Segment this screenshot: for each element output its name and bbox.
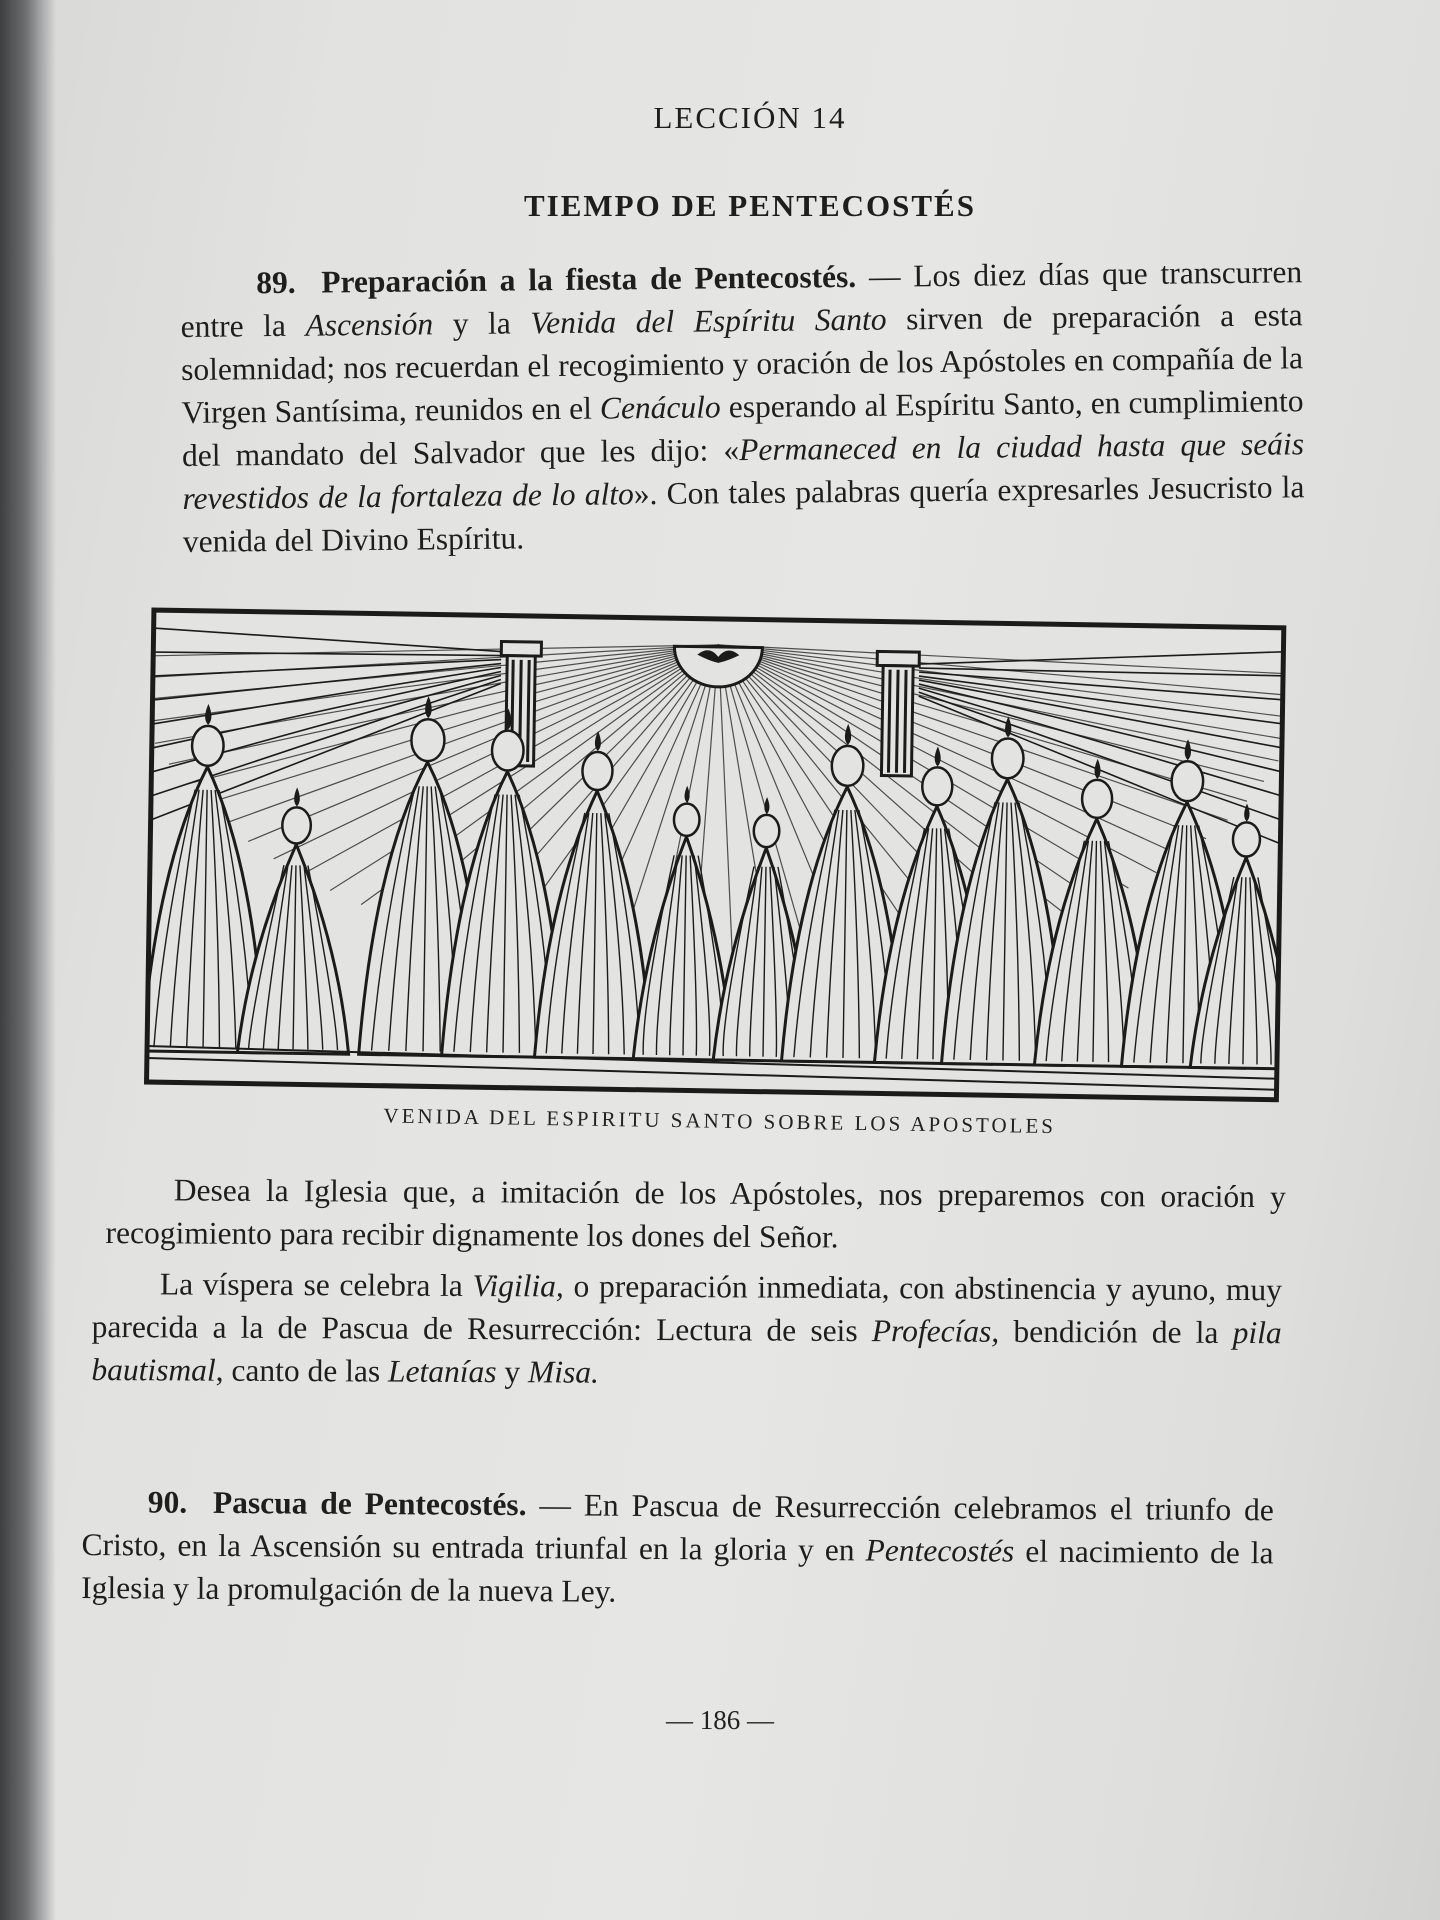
paragraph-89-text-5: ». Con tales palabras quería expresarles Jesucristo la venida del Divino Espíritu. bbox=[182, 469, 1305, 559]
paragraph-89-heading: Preparación a la fiesta de Pentecostés. bbox=[321, 258, 857, 300]
paragraph-vispera-text-1: La víspera se celebra la bbox=[159, 1266, 473, 1303]
paragraph-vispera-italic-4: Letanías bbox=[387, 1353, 497, 1390]
paragraph-89-text-1: — Los diez días que transcurren entre la bbox=[180, 254, 1303, 344]
paragraph-89-text-3: sirven de preparación a esta solemnidad; nos recuerdan el recogimiento y oración de los Apóstoles en compañía de la Virgen Santísima, reunidos en el bbox=[180, 297, 1304, 430]
figure-caption: VENIDA DEL ESPIRITU SANTO SOBRE LOS APOSTOLES bbox=[383, 1103, 1057, 1139]
paragraph-89 bbox=[180, 250, 1305, 563]
paragraph-89-number: 89. bbox=[256, 264, 296, 301]
page-number: — 186 — bbox=[666, 1705, 774, 1735]
paragraph-90 bbox=[81, 1480, 1274, 1617]
binding-shadow bbox=[0, 0, 56, 1920]
paragraph-89-text-4: esperando al Espíritu Santo, en cumplimiento del mandato del Salvador que les dijo: « bbox=[181, 383, 1304, 473]
paragraph-90-italic-1: Pentecostés bbox=[865, 1532, 1015, 1569]
paragraph-desea: Desea la Iglesia que, a imitación de los Apóstoles, nos preparemos con oración y recogimiento para recibir dignamente los dones del Señor. bbox=[105, 1172, 1286, 1255]
paragraph-vispera bbox=[91, 1262, 1282, 1397]
paragraph-89-italic-4: Permaneced en la ciudad hasta que seáis revestidos de la fortaleza de lo alto bbox=[182, 426, 1305, 516]
lesson-heading: LECCIÓN 14 bbox=[653, 100, 847, 135]
paragraph-89-italic-2: Venida del Espíritu Santo bbox=[530, 301, 887, 341]
pentecost-engraving bbox=[142, 606, 1288, 1139]
paragraph-vispera-italic-2: Profecías, bbox=[871, 1313, 1000, 1349]
paragraph-vispera-italic-1: Vigilia, bbox=[472, 1267, 564, 1304]
paragraph-vispera-text-3: bendición de la bbox=[999, 1313, 1233, 1350]
engraving-illustration bbox=[142, 606, 1287, 1104]
paragraph-89-italic-3: Cenáculo bbox=[599, 389, 721, 426]
paragraph-90-text-2: el nacimiento de la Iglesia y la promulgación de la nueva Ley. bbox=[81, 1533, 1274, 1609]
paragraph-vispera-italic-5: Misa. bbox=[527, 1354, 599, 1390]
paragraph-vispera-text-5: y bbox=[496, 1354, 529, 1390]
paragraph-90-text-1: — En Pascua de Resurrección celebramos el triunfo de Cristo, en la Ascensión su entrada triunfal en la gloria y en bbox=[81, 1487, 1274, 1568]
paragraph-90-heading: Pascua de Pentecostés. bbox=[212, 1484, 527, 1523]
paragraph-vispera-text-2: o preparación inmediata, con abstinencia y ayuno, muy parecida a la de Pascua de Resurrección: Lectura de seis bbox=[91, 1268, 1282, 1349]
paragraph-89-text-2: y la bbox=[433, 305, 531, 342]
paragraph-vispera-text-4: , canto de las bbox=[215, 1352, 389, 1389]
paragraph-90-number: 90. bbox=[147, 1484, 188, 1520]
right-column bbox=[875, 651, 919, 776]
section-title: TIEMPO DE PENTECOSTÉS bbox=[524, 188, 976, 223]
paragraph-vispera-italic-3: pila bautismal bbox=[91, 1314, 1282, 1388]
paragraph-89-italic-1: Ascensión bbox=[305, 306, 434, 343]
